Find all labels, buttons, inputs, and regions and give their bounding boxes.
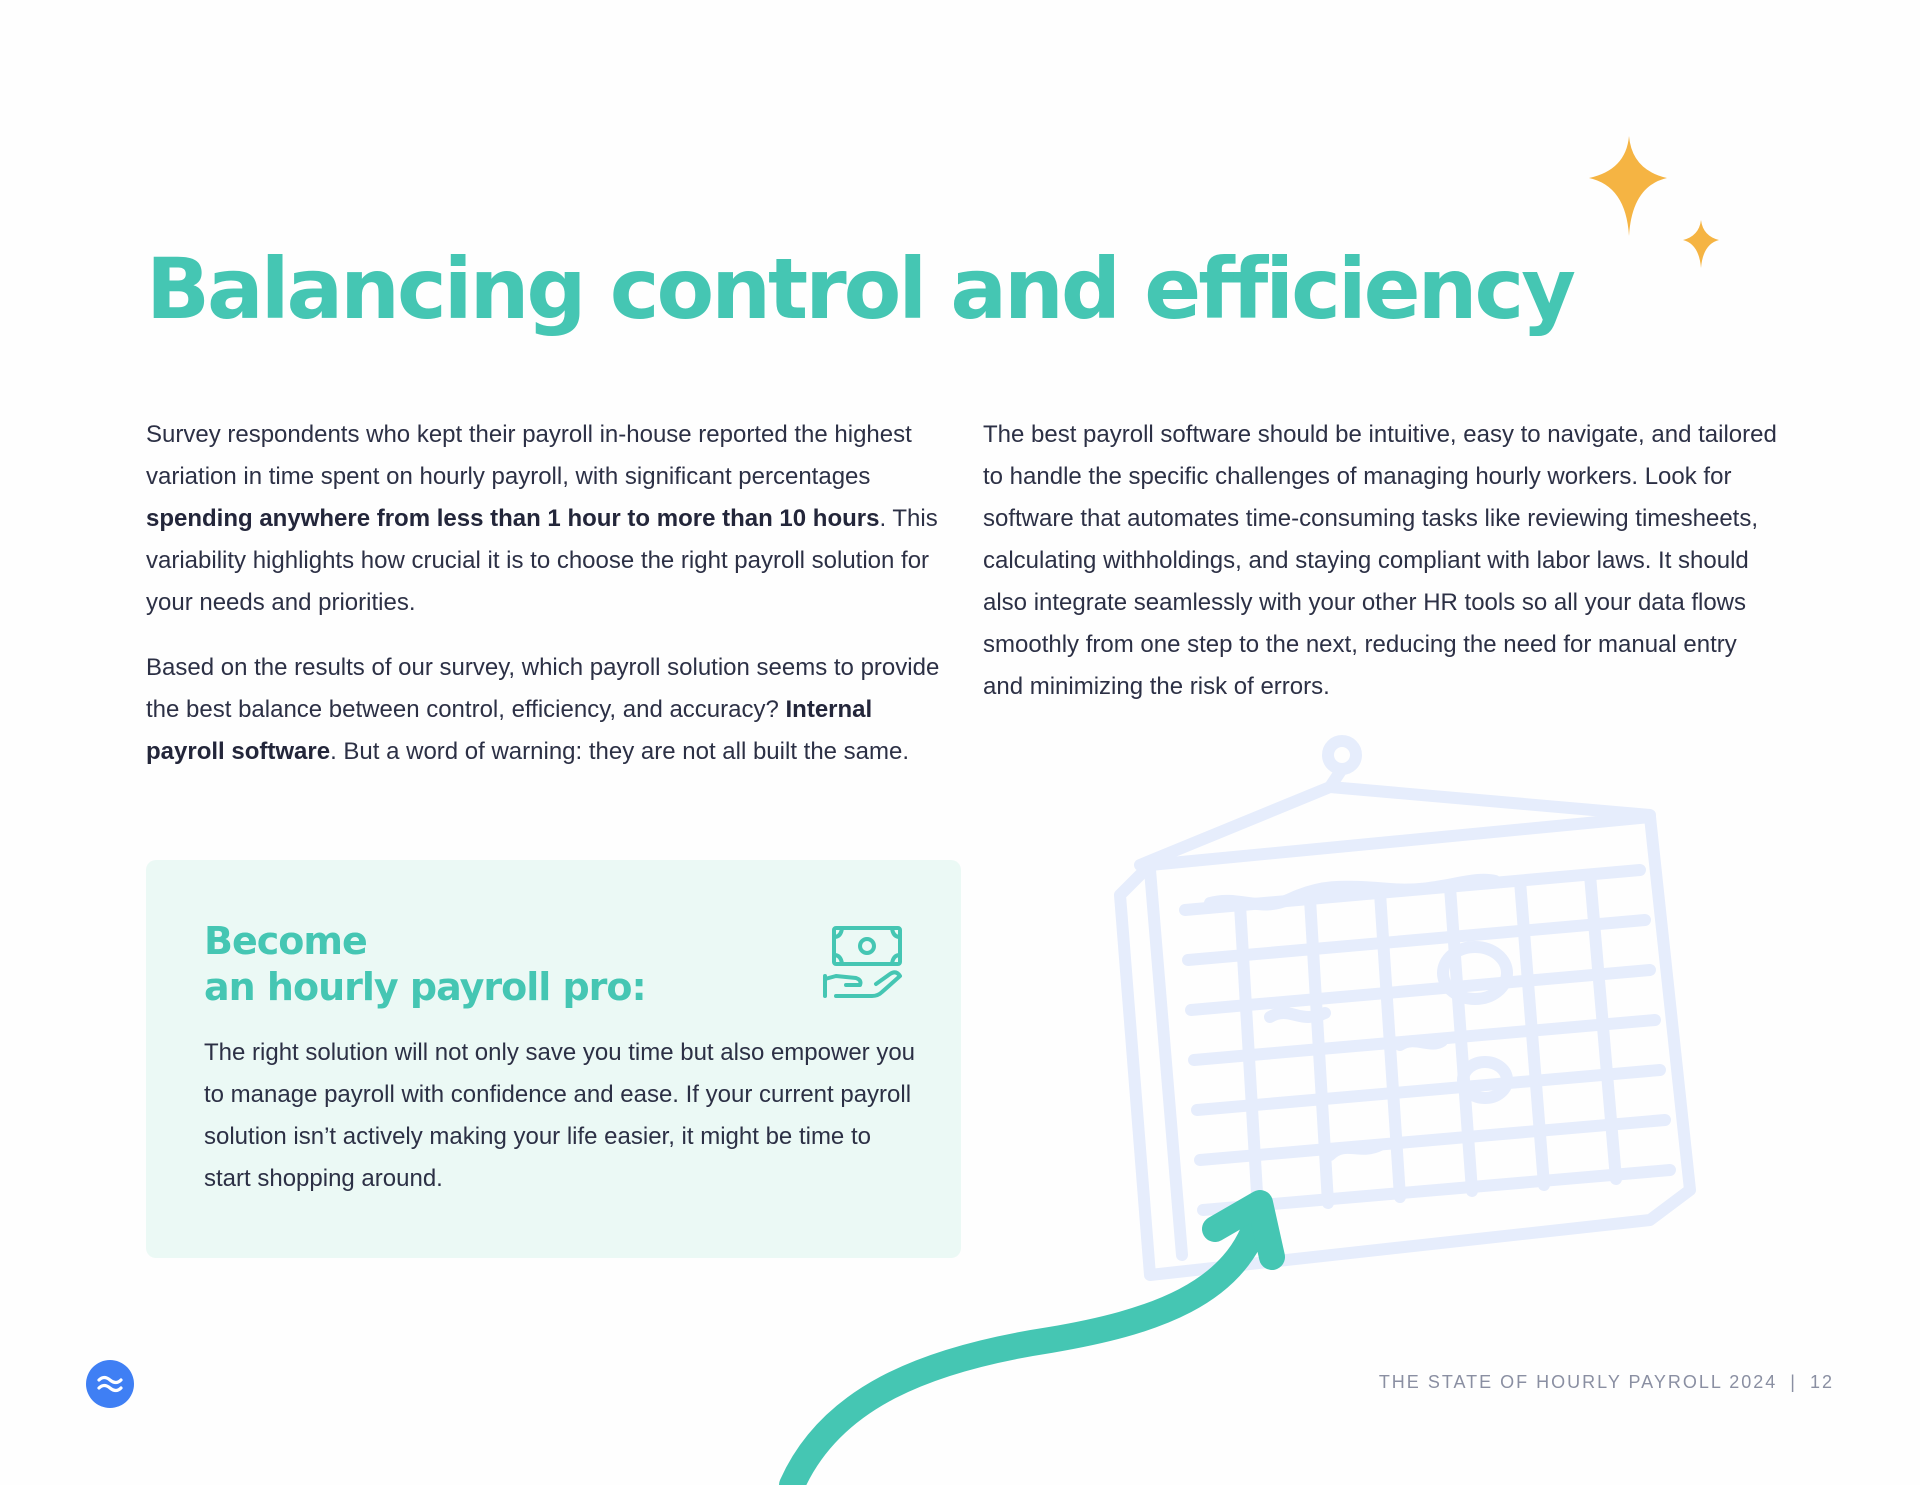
callout-body: The right solution will not only save you time but also empower you to manage payroll with confidence and ease. If your current payroll solution isn’t actively making your life easier, it might be time to start shopping around. [204,1039,916,1192]
page-footer [1320,1372,1834,1393]
left-column [146,414,946,796]
report-title: THE STATE OF HOURLY PAYROLL 2024 [1378,1372,1778,1392]
callout-title [204,918,646,1010]
sparkle-icon [1585,132,1735,272]
callout-title-line2: an hourly payroll pro: [204,965,646,1009]
page-number: 12 [1809,1372,1834,1392]
right-column [983,414,1783,731]
callout-title-line1: Become [204,919,367,963]
recommendation-paragraph: Based on the results of our survey, which payroll solution seems to provide the best balance between control, efficiency, and accuracy? Internal payroll software. But a word of warning: they are not all built the same. [146,654,940,765]
money-hand-icon [822,924,904,1004]
wave-logo-icon [86,1360,134,1408]
intro-paragraph: Survey respondents who kept their payroll in-house reported the highest variation in time spent on hourly payroll, with significant percentages spending anywhere from less than 1 hour to more than 10 hours. This variability highlights how crucial it is to choose the right payroll solution for your needs and priorities. [146,421,938,616]
footer-separator: | [1790,1372,1797,1392]
payroll-pro-callout [146,860,961,1258]
software-paragraph: The best payroll software should be intuitive, easy to navigate, and tailored to handle the specific challenges of managing hourly workers. Look for software that automates time-consuming tasks like reviewing timesheets, calculating withholdings, and staying compliant with labor laws. It should also integrate seamlessly with your other HR tools so all your data flows smoothly from one step to the next, reducing the need for manual entry and minimizing the risk of errors. [983,421,1777,700]
page-title: Balancing control and efficiency [146,240,1573,338]
